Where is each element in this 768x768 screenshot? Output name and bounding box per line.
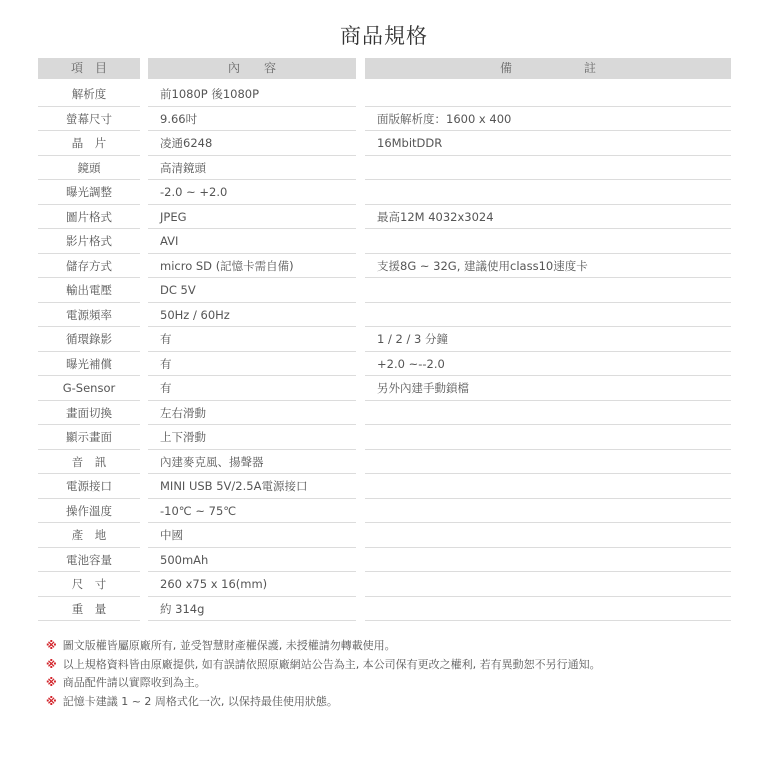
row-content: 有: [148, 376, 356, 401]
row-remark: 1 / 2 / 3 分鐘: [365, 327, 731, 352]
row-item: 產 地: [38, 523, 140, 548]
row-remark: [365, 303, 731, 328]
row-remark: [365, 180, 731, 205]
row-item: 解析度: [38, 82, 140, 107]
row-remark: +2.0 ~--2.0: [365, 352, 731, 377]
row-content: 260 x75 x 16(mm): [148, 572, 356, 597]
row-item: 電源頻率: [38, 303, 140, 328]
row-item: 畫面切換: [38, 401, 140, 426]
row-remark: [365, 82, 731, 107]
row-remark: [365, 278, 731, 303]
row-item: 尺 寸: [38, 572, 140, 597]
row-remark: [365, 572, 731, 597]
row-content: AVI: [148, 229, 356, 254]
row-item: 顯示畫面: [38, 425, 140, 450]
row-remark: [365, 450, 731, 475]
asterisk-icon: ※: [46, 657, 57, 671]
row-remark: [365, 597, 731, 622]
notes-list: [46, 637, 601, 711]
row-content: 凌通6248: [148, 131, 356, 156]
row-item: 操作溫度: [38, 499, 140, 524]
row-item: 曝光調整: [38, 180, 140, 205]
row-content: 50Hz / 60Hz: [148, 303, 356, 328]
row-item: 曝光補償: [38, 352, 140, 377]
asterisk-icon: ※: [46, 694, 57, 708]
row-content: 高清鏡頭: [148, 156, 356, 181]
header-content: 內 容: [148, 58, 356, 79]
row-remark: [365, 156, 731, 181]
row-item: 音 訊: [38, 450, 140, 475]
note-text: 記憶卡建議 1 ~ 2 周格式化一次, 以保持最佳使用狀態。: [62, 694, 338, 708]
row-content: 有: [148, 327, 356, 352]
row-remark: [365, 548, 731, 573]
row-remark: [365, 499, 731, 524]
row-item: 晶 片: [38, 131, 140, 156]
row-remark: 另外內建手動鎖檔: [365, 376, 731, 401]
row-content: 9.66吋: [148, 107, 356, 132]
row-content: micro SD (記憶卡需自備): [148, 254, 356, 279]
note-item: [46, 656, 601, 675]
asterisk-icon: ※: [46, 676, 57, 689]
row-content: MINI USB 5V/2.5A電源接口: [148, 474, 356, 499]
row-content: JPEG: [148, 205, 356, 230]
note-text: 商品配件請以實際收到為主。: [62, 676, 206, 689]
row-remark: 支援8G ~ 32G, 建議使用class10速度卡: [365, 254, 731, 279]
row-content: 中國: [148, 523, 356, 548]
note-item: [46, 674, 601, 693]
asterisk-icon: ※: [46, 639, 57, 652]
row-content: -10℃ ~ 75℃: [148, 499, 356, 524]
row-item: 電源接口: [38, 474, 140, 499]
note-item: [46, 693, 601, 712]
row-remark: [365, 401, 731, 426]
row-remark: 面版解析度：1600 x 400: [365, 107, 731, 132]
note-item: [46, 637, 601, 656]
row-content: 上下滑動: [148, 425, 356, 450]
page-title: 商品規格: [340, 24, 428, 48]
row-item: 圖片格式: [38, 205, 140, 230]
row-item: 循環錄影: [38, 327, 140, 352]
row-content: 前1080P 後1080P: [148, 82, 356, 107]
row-remark: [365, 229, 731, 254]
row-remark: [365, 474, 731, 499]
row-content: DC 5V: [148, 278, 356, 303]
row-remark: 最高12M 4032x3024: [365, 205, 731, 230]
row-item: 鏡頭: [38, 156, 140, 181]
note-text: 以上規格資料皆由原廠提供, 如有誤請依照原廠網站公告為主, 本公司保有更改之權利, 若有異動恕不另行通知。: [62, 657, 601, 671]
row-content: -2.0 ~ +2.0: [148, 180, 356, 205]
note-text: 圖文版權皆屬原廠所有, 並受智慧財產權保護, 未授權請勿轉載使用。: [62, 639, 396, 652]
row-item: 儲存方式: [38, 254, 140, 279]
row-remark: [365, 523, 731, 548]
row-content: 內建麥克風、揚聲器: [148, 450, 356, 475]
row-item: 電池容量: [38, 548, 140, 573]
row-item: 輸出電壓: [38, 278, 140, 303]
row-item: 影片格式: [38, 229, 140, 254]
row-remark: [365, 425, 731, 450]
row-item: 螢幕尺寸: [38, 107, 140, 132]
row-content: 有: [148, 352, 356, 377]
row-content: 500mAh: [148, 548, 356, 573]
row-content: 左右滑動: [148, 401, 356, 426]
row-item: 重 量: [38, 597, 140, 622]
row-content: 約 314g: [148, 597, 356, 622]
row-remark: 16MbitDDR: [365, 131, 731, 156]
header-remark: 備 註: [365, 58, 731, 79]
row-item: G-Sensor: [38, 376, 140, 401]
header-item: 項 目: [38, 58, 140, 79]
